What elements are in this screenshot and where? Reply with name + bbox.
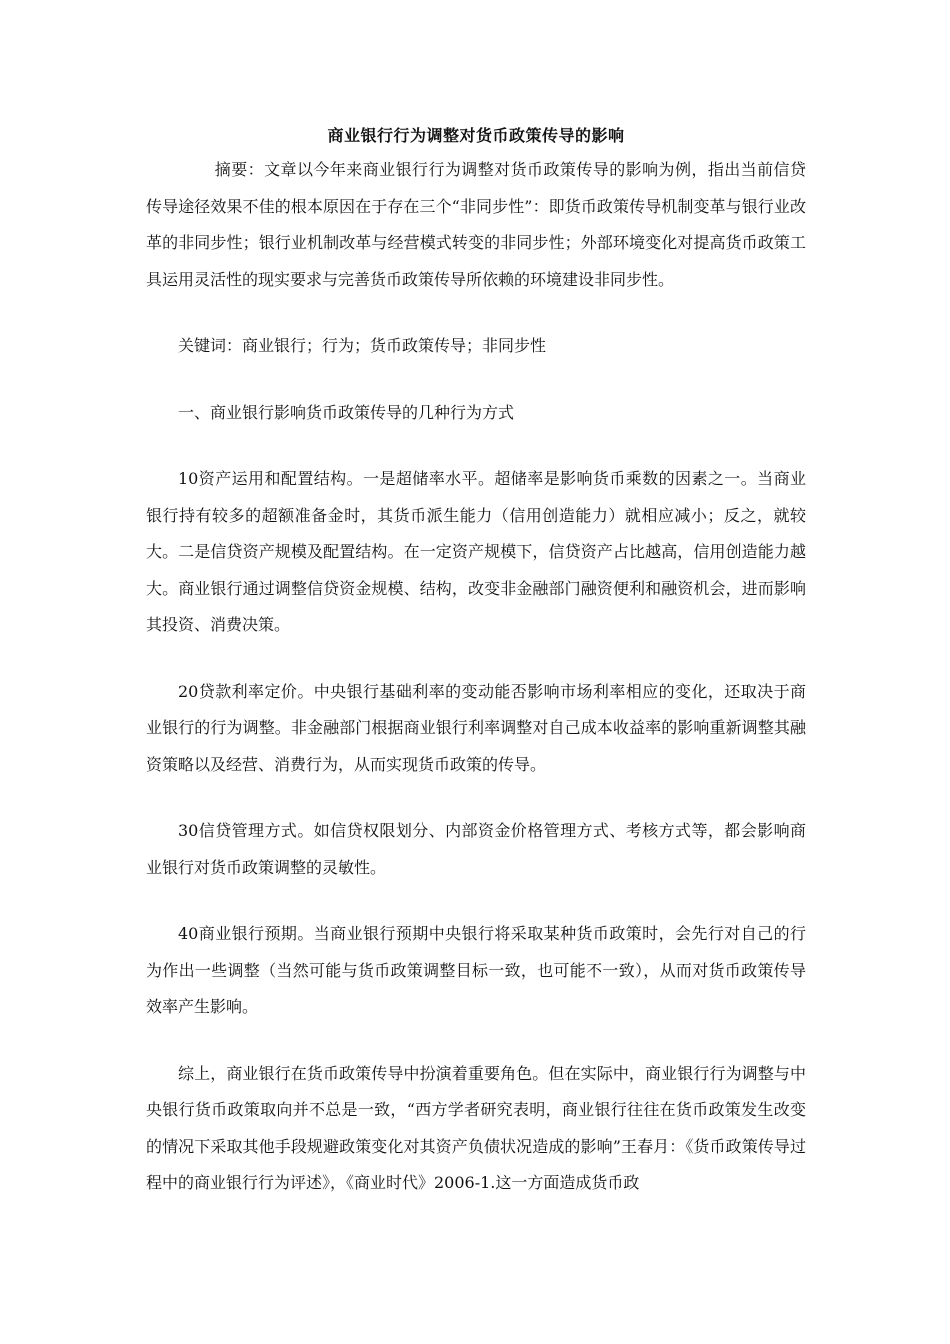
spacer <box>146 431 806 461</box>
spacer <box>146 365 806 395</box>
body-paragraph-4: 40商业银行预期。当商业银行预期中央银行将采取某种货币政策时，会先行对自己的行为作出一些调整（当然可能与货币政策调整目标一致，也可能不一致），从而对货币政策传导效率产生影响。 <box>146 924 806 1016</box>
spacer <box>146 886 806 916</box>
section-heading: 一、商业银行影响货币政策传导的几种行为方式 <box>178 402 515 422</box>
spacer <box>146 783 806 813</box>
spacer <box>146 298 806 328</box>
document-page <box>146 124 806 1202</box>
abstract-paragraph: 摘要：文章以今年来商业银行行为调整对货币政策传导的影响为例，指出当前信贷传导途径效果不佳的根本原因在于存在三个“非同步性”：即货币政策传导机制变革与银行业改革的非同步性；银行业机制改革与经营模式转变的非同步性；外部环境变化对提高货币政策工具运用灵活性的现实要求与完善货币政策传导所依赖的环境建设非同步性。 <box>146 160 806 289</box>
body-paragraph-3: 30信贷管理方式。如信贷权限划分、内部资金价格管理方式、考核方式等，都会影响商业银行对货币政策调整的灵敏性。 <box>146 821 806 877</box>
body-paragraph-2: 20贷款利率定价。中央银行基础利率的变动能否影响市场利率相应的变化，还取决于商业银行的行为调整。非金融部门根据商业银行利率调整对自己成本收益率的影响重新调整其融资策略以及经营、消费行为，从而实现货币政策的传导。 <box>146 681 806 774</box>
body-paragraph-5: 综上，商业银行在货币政策传导中扮演着重要角色。但在实际中，商业银行行为调整与中央银行货币政策取向并不总是一致，“西方学者研究表明，商业银行往往在货币政策发生改变的情况下采取其他手段规避政策变化对其资产负债状况造成的影响”王春月：《货币政策传导过程中的商业银行行为评述》，《商业时代》2006-1.这一方面造成货币政 <box>146 1063 806 1192</box>
document-title: 商业银行行为调整对货币政策传导的影响 <box>327 126 625 145</box>
body-paragraph-1: 10资产运用和配置结构。一是超储率水平。超储率是影响货币乘数的因素之一。当商业银行持有较多的超额准备金时，其货币派生能力（信用创造能力）就相应减小；反之，就较大。二是信贷资产规模及配置结构。在一定资产规模下，信贷资产占比越高，信用创造能力越大。商业银行通过调整信贷资金规模、结构，改变非金融部门融资便利和融资机会，进而影响其投资、消费决策。 <box>146 469 806 634</box>
spacer <box>146 644 806 674</box>
keywords-paragraph: 关键词：商业银行；行为；货币政策传导；非同步性 <box>178 336 547 355</box>
spacer <box>146 1026 806 1056</box>
